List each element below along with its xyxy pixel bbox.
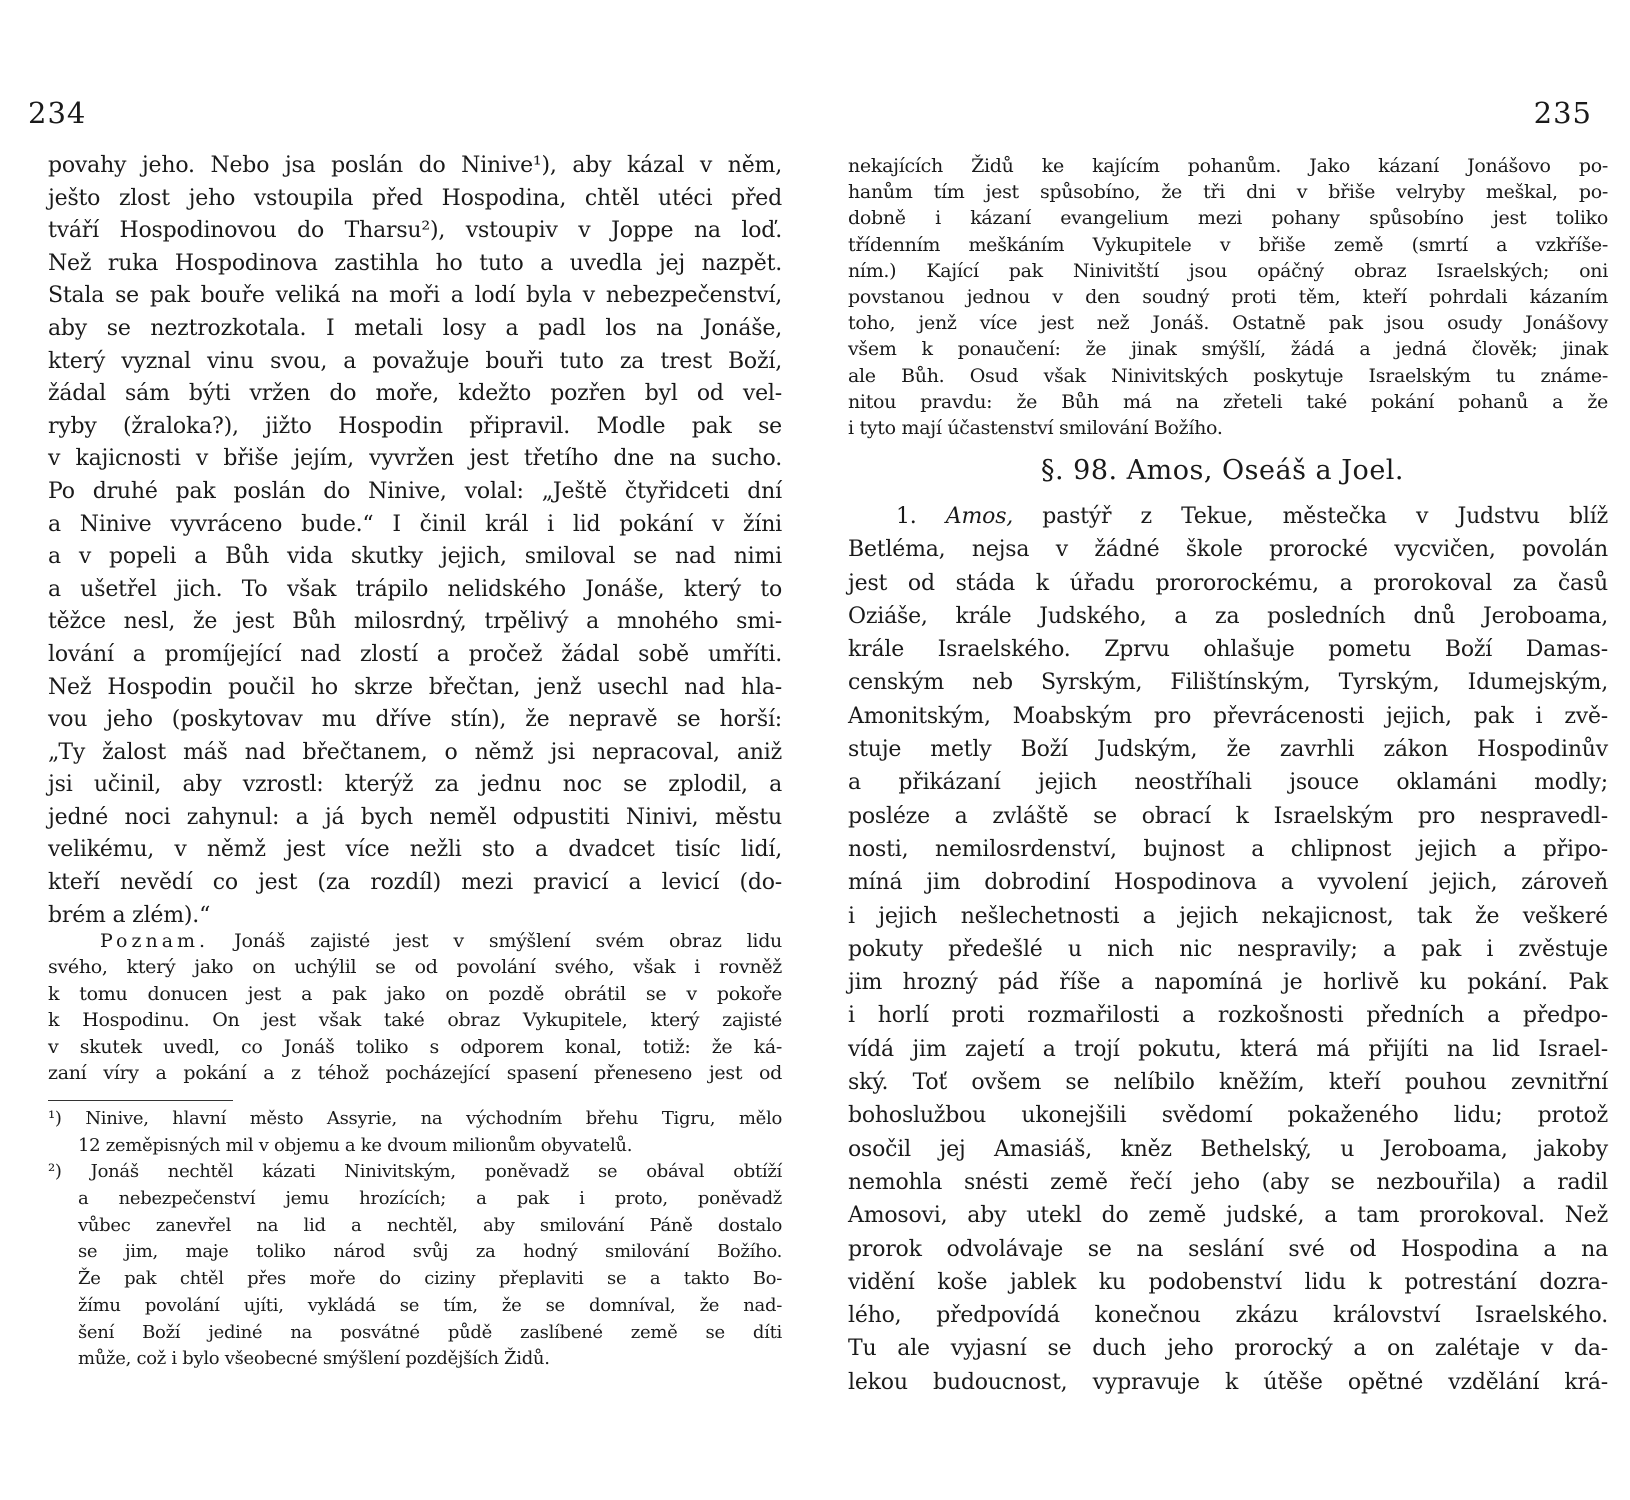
- text-line: Po druhé pak poslán do Ninive, volal: „Ještě čtyřidceti dní: [48, 478, 782, 504]
- text-line: povahy jeho. Nebo jsa poslán do Ninive¹), aby kázal v něm,: [48, 153, 782, 178]
- note-first-line: [48, 928, 782, 954]
- note-block: [48, 928, 782, 1086]
- text-line: Oziáše, krále Judského, a za posledních dnů Jeroboama,: [848, 603, 1608, 629]
- text-line: tváří Hospodinovou do Tharsu²), vstoupiv v Joppe na loď.: [48, 218, 782, 244]
- text-line: nosti, nemilosrdenství, bujnost a chlipnost jejich a připo-: [848, 836, 1608, 862]
- footnote-2-text: Jonáš nechtěl kázati Ninivitským, poněvadž se obával obtíží: [90, 1161, 783, 1183]
- left-body-text: [48, 150, 782, 932]
- note-label: Poznam.: [100, 930, 210, 952]
- text-line: jim hrozný pád říše a napomíná je horlivě ku pokání. Pak: [848, 970, 1608, 996]
- text-line: prorok odvolávaje se na seslání své od Hospodina a na: [848, 1236, 1608, 1262]
- note-line: v skutek uvedl, co Jonáš toliko s odporem konal, totiž: že ká-: [48, 1035, 782, 1058]
- text-line: Betléma, nejsa v žádné škole prorocké vycvičen, povolán: [848, 537, 1608, 563]
- text-line: nitou pravdu: že Bůh má na zřeteli také pokání pohanů a že: [848, 390, 1608, 413]
- text-line: Tu ale vyjasní se duch jeho prorocký a on zalétaje v da-: [848, 1336, 1608, 1362]
- text-line: ryby (žraloka?), jižto Hospodin připravil. Modle pak se: [48, 413, 782, 439]
- footnote-rule: [48, 1100, 233, 1101]
- text-line: těžce nesl, že jest Bůh milosrdný, trpělivý a mnohého smi-: [48, 609, 782, 635]
- right-page: [815, 0, 1630, 1500]
- page-number-left: 234: [28, 96, 87, 130]
- paragraph-number: 1.: [896, 504, 917, 529]
- text-line: krále Israelského. Zprvu ohlašuje pometu Boží Damas-: [848, 637, 1608, 663]
- text-line: vidění koše jablek ku podobenství lidu k potrestání dozra-: [848, 1269, 1608, 1295]
- note-line: k Hospodinu. On jest však také obraz Vykupitele, který zajisté: [48, 1009, 782, 1032]
- text-line: dobně i kázaní evangelium mezi pohany spůsobíno jest toliko: [848, 207, 1608, 230]
- prophet-name: Amos,: [945, 504, 1014, 529]
- first-line-text: pastýř z Tekue, městečka v Judstvu blíž: [1042, 504, 1608, 529]
- text-line: i horlí proti rozmařilosti a rozkošnosti předních a předpo-: [848, 1003, 1608, 1029]
- text-line: a přikázaní jejich neostříhali jsouce oklamáni modly;: [848, 770, 1608, 796]
- text-line: a Ninive vyvráceno bude.“ I činil král i lid pokání v žíni: [48, 511, 782, 537]
- note-line: svého, který jako on uchýlil se od povolání svého, však i rovněž: [48, 956, 782, 979]
- text-line: v kajicnosti v břiše jejím, vyvržen jest třetího dne na sucho.: [48, 446, 782, 472]
- footnotes: [48, 1106, 782, 1373]
- text-line: brém a zlém).“: [48, 902, 211, 928]
- text-line: nemohla snésti země řečí jeho (aby se nezbouřila) a radil: [848, 1169, 1608, 1195]
- note-line: k tomu donucen jest a pak jako on pozdě obrátil se v pokoře: [48, 982, 782, 1005]
- footnote-2-marker: ²): [48, 1161, 62, 1183]
- text-line: ním.) Kající pak Ninivitští jsou opáčný obraz Israelských; oni: [848, 259, 1608, 282]
- text-line: pokuty předešlé u nich nic nespravily; a pak i zvěstuje: [848, 936, 1608, 962]
- text-line: lování a promíjející nad zlostí a pročež žádal sobě umříti.: [48, 641, 782, 667]
- text-line: žádal sám býti vržen do moře, kdežto pozřen byl od vel-: [48, 381, 782, 407]
- note-line: zaní víry a pokání a z téhož pocházející spasení přeneseno jest od: [48, 1061, 782, 1084]
- footnote-line: se jim, maje toliko národ svůj za hodný smilování Božího.: [78, 1241, 782, 1263]
- text-line: vídá jim zajetí a trojí pokutu, která má přijíti na lid Israel-: [848, 1036, 1608, 1062]
- text-line: velikému, v němž jest více nežli sto a dvadcet tisíc lidí,: [48, 837, 782, 863]
- text-line: toho, jenž více jest než Jonáš. Ostatně pak jsou osudy Jonášovy: [848, 312, 1608, 335]
- footnote-line: Že pak chtěl přes moře do ciziny přeplaviti se a takto Bo-: [78, 1268, 782, 1290]
- footnote-line: 12 zeměpisných mil v objemu a ke dvoum milionům obyvatelů.: [78, 1134, 633, 1156]
- text-line: jest od stáda k úřadu prororockému, a prorokoval za časů: [848, 570, 1608, 596]
- footnote-line: šení Boží jediné na posvátné půdě zaslíbené země se díti: [78, 1321, 782, 1343]
- footnote-line: a nebezpečenství jemu hrozících; a pak i proto, poněvadž: [78, 1188, 782, 1210]
- text-line: ješto zlost jeho vstoupila před Hospodina, chtěl utéci před: [48, 185, 782, 211]
- text-line: a ušetřel jich. To však trápilo nelidského Jonáše, který to: [48, 576, 782, 602]
- page-number-right: 235: [1533, 96, 1592, 130]
- section-body: [848, 500, 1608, 1399]
- text-line: stuje metly Boží Judským, že zavrhli zákon Hospodinův: [848, 737, 1608, 763]
- footnote-1-text: Ninive, hlavní město Assyrie, na východním břehu Tigru, mělo: [85, 1108, 783, 1129]
- text-line: jedné noci zahynul: a já bych neměl odpustiti Ninivi, městu: [48, 804, 782, 830]
- text-line: bohoslužbou ukonejšili svědomí pokaženého lidu; protož: [848, 1103, 1608, 1129]
- text-line: kteří nevědí co jest (za rozdíl) mezi pravicí a levicí (do-: [48, 870, 782, 896]
- footnote-line: může, což i bylo všeobecné smýšlení pozdějších Židů.: [78, 1348, 550, 1370]
- text-line: jsi učinil, aby vzrostl: kterýž za jednu noc se zplodil, a: [48, 772, 782, 798]
- text-line: „Ty žalost máš nad břečtanem, o němž jsi nepracoval, aniž: [48, 739, 782, 765]
- text-line: osočil jej Amasiáš, kněz Bethelský, u Jeroboama, jakoby: [848, 1136, 1608, 1162]
- text-line: míná jim dobrodiní Hospodinova a vyvolení jejich, zároveň: [848, 870, 1608, 896]
- text-line: vou jeho (poskytovav mu dříve stín), že nepravě se horší:: [48, 707, 782, 733]
- footnote-1-marker: ¹): [48, 1108, 62, 1129]
- text-line: lekou budoucnost, vypravuje k útěše opětné vzdělání krá-: [848, 1369, 1608, 1395]
- text-line: třídenním meškáním Vykupitele v břiše země (smrtí a vzkříše-: [848, 233, 1608, 256]
- text-line: který vyznal vinu svou, a považuje bouři tuto za trest Boží,: [48, 348, 782, 374]
- text-line: Amonitským, Moabským pro převrácenosti jejich, pak i zvě-: [848, 703, 1608, 729]
- section-heading: §. 98. Amos, Oseáš a Joel.: [1040, 455, 1405, 486]
- text-line: Než ruka Hospodinova zastihla ho tuto a uvedla jej nazpět.: [48, 250, 782, 276]
- note-first-text: Jonáš zajisté jest v smýšlení svém obraz lidu: [234, 930, 782, 952]
- footnote-2-line: [48, 1159, 782, 1186]
- text-line: Amosovi, aby utekl do země judské, a tam prorokoval. Než: [848, 1203, 1608, 1229]
- text-line: aby se neztrozkotala. I metali losy a padl los na Jonáše,: [48, 315, 782, 341]
- text-line: hanům tím jest spůsobíno, že tři dni v břiše velryby meškal, po-: [848, 181, 1608, 204]
- text-line: všem k ponaučení: že jinak smýšlí, žádá a jedná člověk; jinak: [848, 338, 1608, 361]
- text-line: povstanou jednou v den soudný proti těm, kteří pohrdali kázaním: [848, 285, 1608, 308]
- text-line: cenským neb Syrským, Filištínským, Tyrským, Idumejským,: [848, 670, 1608, 696]
- footnote-line: vůbec zanevřel na lid a nechtěl, aby smilování Páně dostalo: [78, 1214, 782, 1236]
- section-first-line: [848, 500, 1608, 533]
- text-line: lého, předpovídá konečnou zkázu království Israelského.: [848, 1303, 1608, 1329]
- text-line: i tyto mají účastenství smilování Božího.: [848, 416, 1223, 439]
- text-line: ale Bůh. Osud však Ninivitských poskytuje Israelským tu známe-: [848, 364, 1608, 387]
- text-line: posléze a zvláště se obrací k Israelským pro nespravedl-: [848, 803, 1608, 829]
- text-line: Než Hospodin poučil ho skrze břečtan, jenž usechl nad hla-: [48, 674, 782, 700]
- footnote-1-line: [48, 1106, 782, 1133]
- text-line: nekajících Židů ke kajícím pohanům. Jako kázaní Jonášovo po-: [848, 155, 1608, 177]
- text-line: i jejich nešlechetnosti a jejich nekajicnost, tak že veškeré: [848, 903, 1608, 929]
- text-line: ský. Toť ovšem se nelíbilo kněžím, kteří pouhou zevnitřní: [848, 1070, 1608, 1096]
- footnote-line: žímu povolání ujíti, vykládá se tím, že se domníval, že nad-: [78, 1294, 782, 1316]
- text-line: Stala se pak bouře veliká na moři a lodí byla v nebezpečenství,: [48, 283, 782, 309]
- continuation-text: [848, 153, 1608, 441]
- text-line: a v popeli a Bůh vida skutky jejich, smiloval se nad nimi: [48, 544, 782, 570]
